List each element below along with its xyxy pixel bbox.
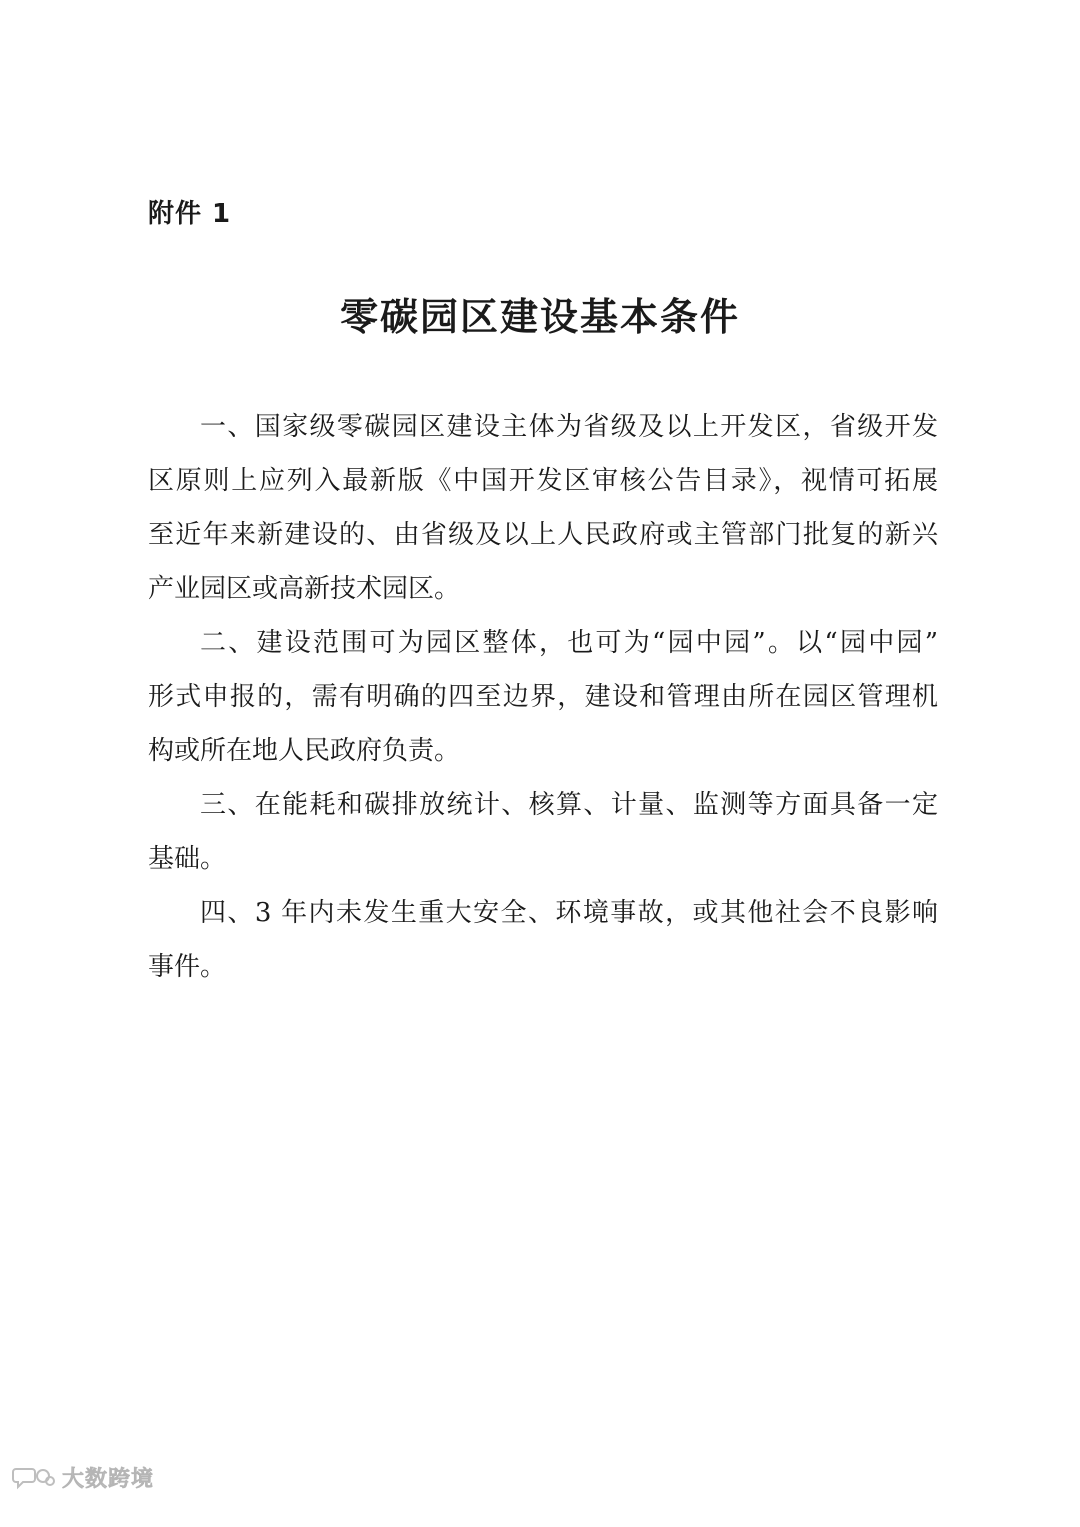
watermark (12, 1462, 154, 1493)
paragraph-line: 事件。 (148, 952, 227, 982)
paragraph-line: 至近年来新建设的、由省级及以上人民政府或主管部门批复的新兴 (148, 520, 938, 550)
paragraph-line: 一、国家级零碳园区建设主体为省级及以上开发区，省级开发 (200, 412, 938, 442)
paragraph-line: 基础。 (148, 844, 227, 874)
paragraph-line: 构或所在地人民政府负责。 (148, 736, 461, 766)
chat-bubble-logo-icon (12, 1465, 56, 1491)
paragraph-line: 四、3 年内未发生重大安全、环境事故，或其他社会不良影响 (200, 898, 938, 928)
paragraph-4 (148, 886, 938, 994)
watermark-text: 大数跨境 (62, 1467, 155, 1492)
document-body (148, 400, 938, 994)
paragraph-3 (148, 778, 938, 886)
attachment-label: 附件 1 (148, 199, 232, 229)
paragraph-line: 产业园区或高新技术园区。 (148, 574, 461, 604)
paragraph-line: 区原则上应列入最新版《中国开发区审核公告目录》，视情可拓展 (148, 466, 938, 496)
paragraph-line: 形式申报的，需有明确的四至边界，建设和管理由所在园区管理机 (148, 682, 938, 712)
paragraph-1 (148, 400, 938, 616)
paragraph-line: 三、在能耗和碳排放统计、核算、计量、监测等方面具备一定 (200, 790, 938, 820)
paragraph-2 (148, 616, 938, 778)
paragraph-line: 二、建设范围可为园区整体，也可为“园中园”。以“园中园” (200, 628, 938, 658)
document-title: 零碳园区建设基本条件 (339, 294, 740, 339)
